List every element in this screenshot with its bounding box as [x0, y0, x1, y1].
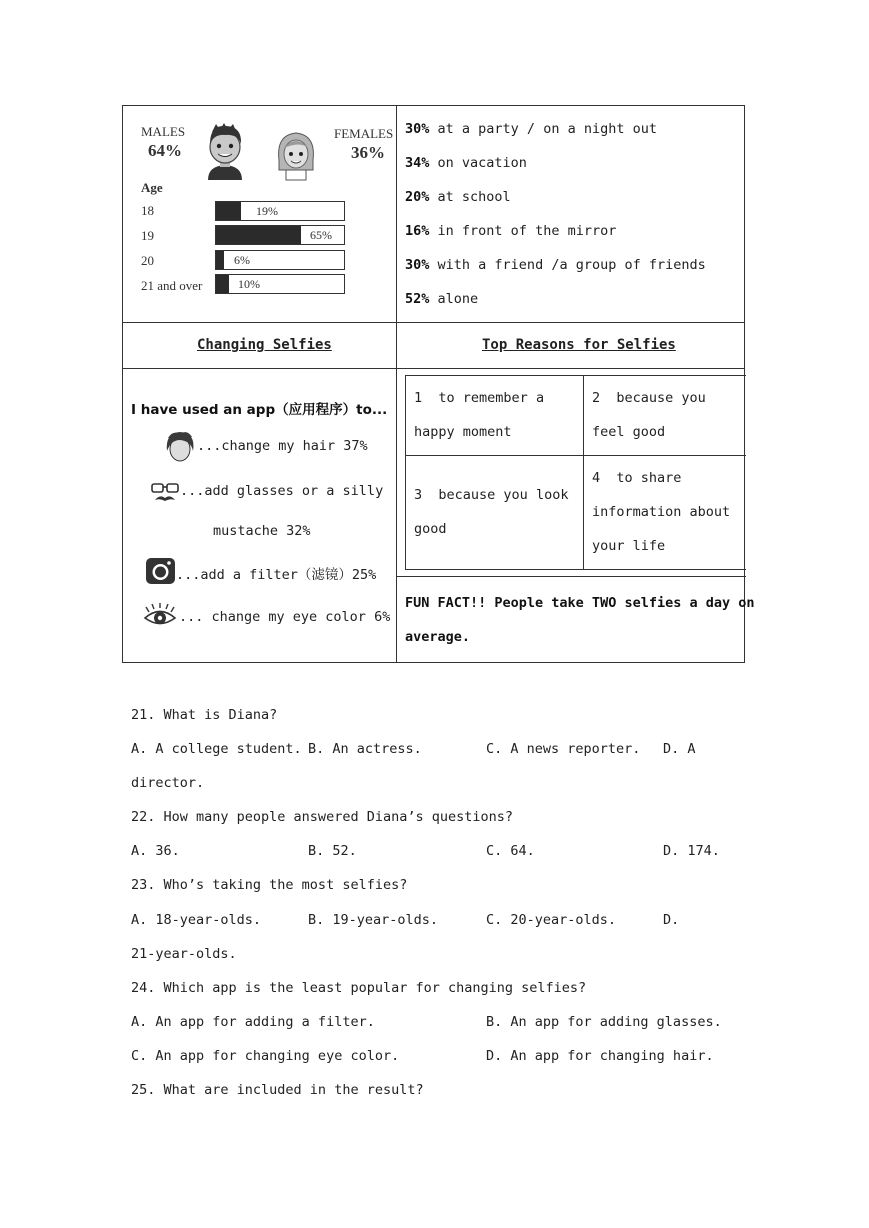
camera-icon [145, 557, 176, 585]
reason-description: to remember a happy moment [414, 390, 545, 440]
option-23-c[interactable]: C. 20-year-olds. [486, 912, 617, 928]
option-23-a[interactable]: A. 18-year-olds. [131, 912, 262, 928]
location-text: with a friend /a group of friends [437, 257, 706, 273]
age-label: 18 [141, 203, 154, 218]
age-bar-value: 10% [238, 277, 260, 291]
option-22-c[interactable]: C. 64. [486, 843, 535, 859]
reason-text [414, 381, 580, 449]
age-bar-fill [216, 275, 229, 293]
option-22-a[interactable]: A. 36. [131, 843, 180, 859]
option-24-d[interactable]: D. An app for changing hair. [486, 1048, 714, 1064]
option-24-a[interactable]: A. An app for adding a filter. [131, 1014, 375, 1030]
location-pct: 30% [405, 121, 430, 137]
top-reasons-heading: Top Reasons for Selfies [482, 337, 676, 353]
option-22-d[interactable]: D. 174. [663, 843, 720, 859]
question-22: 22. How many people answered Diana’s questions? [131, 809, 514, 825]
reason-number: 3 [414, 487, 423, 503]
option-23-d-cont: 21-year-olds. [131, 946, 237, 962]
reason-description: because you look good [414, 487, 569, 537]
reason-description: because you feel good [592, 390, 706, 440]
age-bar-value: 65% [310, 228, 332, 242]
question-21: 21. What is Diana? [131, 707, 278, 723]
location-text: in front of the mirror [437, 223, 617, 239]
option-22-b[interactable]: B. 52. [308, 843, 357, 859]
females-percentage: 36% [351, 143, 385, 162]
reason-text [414, 478, 574, 546]
age-bar [215, 225, 345, 245]
age-bar-value: 6% [234, 253, 250, 267]
glasses-mustache-icon [150, 482, 180, 504]
age-heading: Age [141, 180, 163, 195]
app-hair-text: ...change my hair 37% [197, 438, 368, 454]
reason-description: to share information about your life [592, 470, 731, 554]
males-label: MALES [141, 124, 186, 139]
location-pct: 30% [405, 257, 430, 273]
question-25: 25. What are included in the result? [131, 1082, 424, 1098]
option-21-d[interactable]: D. A [663, 741, 696, 757]
fun-fact-line: FUN FACT!! People take TWO selfies a day on [405, 595, 755, 611]
age-label: 19 [141, 228, 154, 243]
location-stat [405, 121, 657, 137]
age-label: 20 [141, 253, 154, 268]
reason-number: 2 [592, 390, 601, 406]
app-eye-text: ... change my eye color 6% [179, 609, 391, 625]
reasons-divider [405, 455, 746, 456]
option-24-b[interactable]: B. An app for adding glasses. [486, 1014, 722, 1030]
males-percentage: 64% [148, 141, 182, 160]
option-21-a[interactable]: A. A college student. [131, 741, 302, 757]
reason-number: 1 [414, 390, 423, 406]
age-bar-fill [216, 202, 241, 220]
option-21-d-cont: director. [131, 775, 205, 791]
location-text: at school [437, 189, 511, 205]
reasons-divider [396, 576, 746, 577]
app-filter-text: ...add a filter（滤镜）25% [176, 567, 377, 583]
eye-icon [143, 603, 177, 629]
app-intro: I have used an app（应用程序）to... [131, 402, 388, 418]
location-pct: 52% [405, 291, 430, 307]
female-avatar-icon [276, 130, 316, 182]
reason-text [592, 381, 746, 449]
location-pct: 20% [405, 189, 430, 205]
age-bar-value: 19% [256, 204, 278, 218]
age-label: 21 and over [141, 278, 203, 293]
app-glasses-text: ...add glasses or a silly [180, 483, 384, 499]
location-stat [405, 189, 511, 205]
fun-fact-line: average. [405, 629, 471, 645]
age-bar [215, 250, 345, 270]
option-23-b[interactable]: B. 19-year-olds. [308, 912, 439, 928]
hair-icon [163, 429, 197, 463]
question-23: 23. Who’s taking the most selfies? [131, 877, 408, 893]
location-stat [405, 291, 478, 307]
option-21-c[interactable]: C. A news reporter. [486, 741, 641, 757]
females-label: FEMALES [334, 126, 394, 141]
location-text: at a party / on a night out [437, 121, 657, 137]
age-bar [215, 201, 345, 221]
table-divider [122, 322, 745, 323]
reason-number: 4 [592, 470, 601, 486]
table-divider [122, 368, 745, 369]
option-24-c[interactable]: C. An app for changing eye color. [131, 1048, 400, 1064]
reasons-divider [583, 375, 584, 570]
location-pct: 34% [405, 155, 430, 171]
location-text: alone [437, 291, 479, 307]
question-24: 24. Which app is the least popular for changing selfies? [131, 980, 587, 996]
table-divider [396, 105, 397, 663]
location-stat [405, 223, 616, 239]
reason-text [592, 461, 746, 563]
option-21-b[interactable]: B. An actress. [308, 741, 422, 757]
app-glasses-text-cont: mustache 32% [213, 523, 311, 539]
changing-selfies-heading: Changing Selfies [197, 337, 332, 353]
age-bar-fill [216, 226, 301, 244]
male-avatar-icon [202, 122, 248, 180]
location-stat [405, 257, 706, 273]
option-23-d[interactable]: D. [663, 912, 680, 928]
location-pct: 16% [405, 223, 430, 239]
age-bar-fill [216, 251, 224, 269]
age-bar [215, 274, 345, 294]
location-stat [405, 155, 527, 171]
location-text: on vacation [437, 155, 527, 171]
